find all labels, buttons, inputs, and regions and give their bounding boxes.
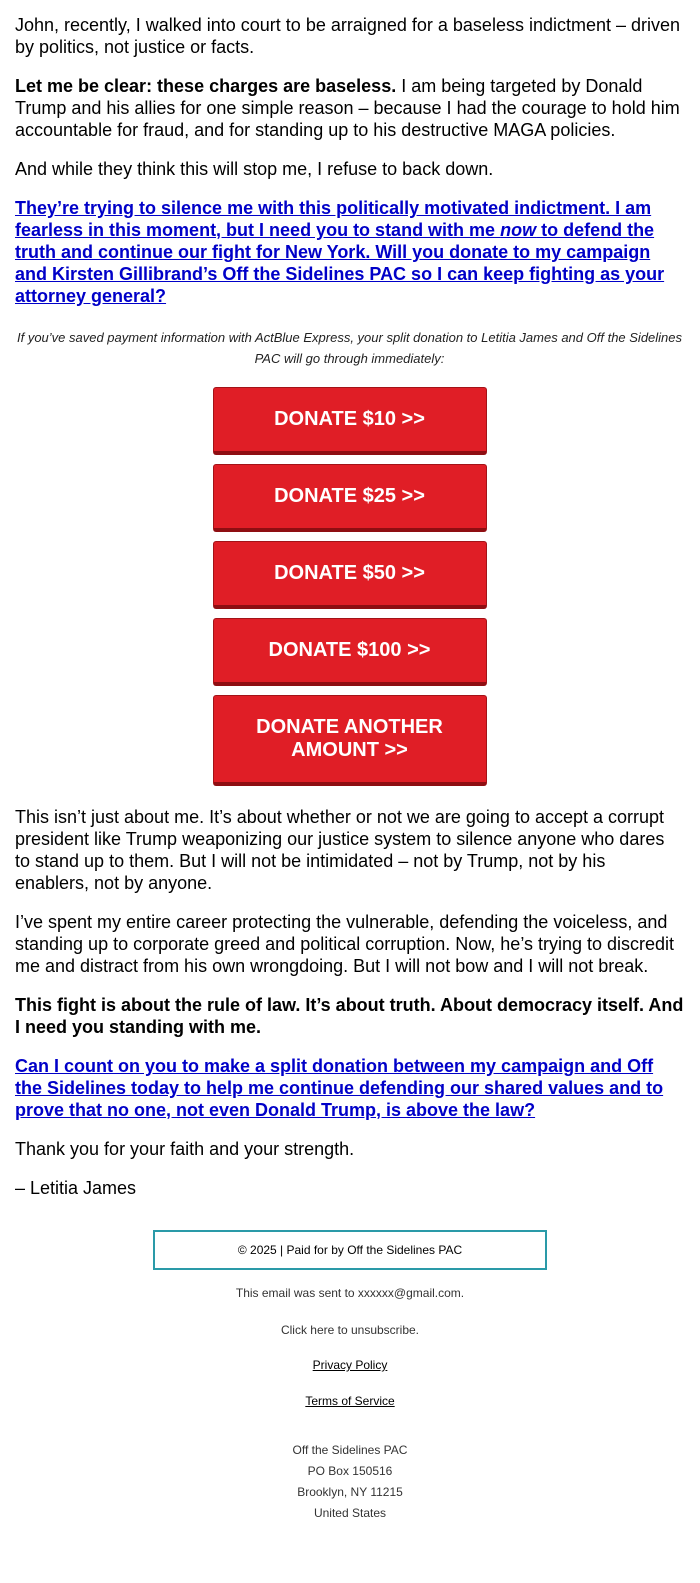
address-line: PO Box 150516 [307,1464,393,1478]
intro-paragraph: John, recently, I walked into court to be arraigned for a baseless indictment – driven by politics, not justice or facts. [15,15,681,57]
unsubscribe-link[interactable]: Click here to unsubscribe. [280,1323,420,1337]
donate-link-main[interactable] [15,198,664,306]
donate-25-button[interactable]: DONATE $25 >> [213,464,487,532]
email-footer [0,1230,700,1524]
mailing-address [0,1440,700,1524]
donate-link-split[interactable]: Can I count on you to make a split donation between my campaign and Off the Sidelines today to help me continue defending our shared values and to prove that no one, not even Donald Trump, is above the law? [15,1056,664,1120]
cta1-part2[interactable]: to defend the truth and continue our fight for New York. Will you donate to my campaign and Kirsten Gillibrand’s Off the Sidelines PAC so I can keep fighting as your attorney general? [15,220,665,306]
donate-50-button[interactable]: DONATE $50 >> [213,541,487,609]
sent-to-line: This email was sent to xxxxxx@gmail.com. [235,1286,465,1300]
donate-other-amount-button[interactable]: DONATE ANOTHER AMOUNT >> [213,695,487,786]
cta-paragraph-2 [15,1055,684,1121]
charges-bold: Let me be clear: these charges are baseless. [15,76,397,96]
charges-paragraph [15,75,684,141]
terms-of-service-link[interactable]: Terms of Service [305,1394,395,1408]
address-line: United States [313,1506,387,1520]
donate-100-button[interactable]: DONATE $100 >> [213,618,487,686]
body-continued [15,806,684,1199]
address-line: Brooklyn, NY 11215 [297,1485,403,1499]
about-paragraph: This isn’t just about me. It’s about whether or not we are going to accept a corrupt president like Trump weaponizing our justice system to silence anyone who dares to stand up to them. But I will not be intimidated – not by Trump, not by his enablers, not by anyone. [15,807,665,893]
actblue-express-note: If you’ve saved payment information with ActBlue Express, your split donation to Letitia James and Off the Sidelines PAC will go through immediately: [16,330,683,366]
refuse-paragraph: And while they think this will stop me, I refuse to back down. [15,159,494,179]
thanks-paragraph: Thank you for your faith and your strength. [15,1139,355,1159]
paid-for-box: © 2025 | Paid for by Off the Sidelines PAC [153,1230,547,1270]
cta-paragraph-1 [15,197,684,307]
cta1-emphasis[interactable]: now [500,220,537,240]
charges-rest: I am being targeted by Donald Trump and his allies for one simple reason – because I had the courage to hold him accountable for fraud, and for standing up to his destructive MAGA policies. [15,76,680,140]
privacy-policy-link[interactable]: Privacy Policy [312,1358,388,1372]
signoff: – Letitia James [15,1178,137,1198]
address-line: Off the Sidelines PAC [292,1443,408,1457]
donate-10-button[interactable]: DONATE $10 >> [213,387,487,455]
rule-of-law-paragraph [15,994,684,1038]
career-paragraph: I’ve spent my entire career protecting the vulnerable, defending the voiceless, and standing up to corporate greed and political corruption. Now, he’s trying to discredit me and distract from his own wrongdoing. But I will not bow and I will not break. [15,912,675,976]
donate-buttons [15,387,684,795]
rule-of-law-bold: This fight is about the rule of law. It’s about truth. About democracy itself. And I need you standing with me. [15,995,684,1037]
cta1-part1[interactable]: They’re trying to silence me with this politically motivated indictment. I am fearless in this moment, but I need you to stand with me [15,198,652,240]
